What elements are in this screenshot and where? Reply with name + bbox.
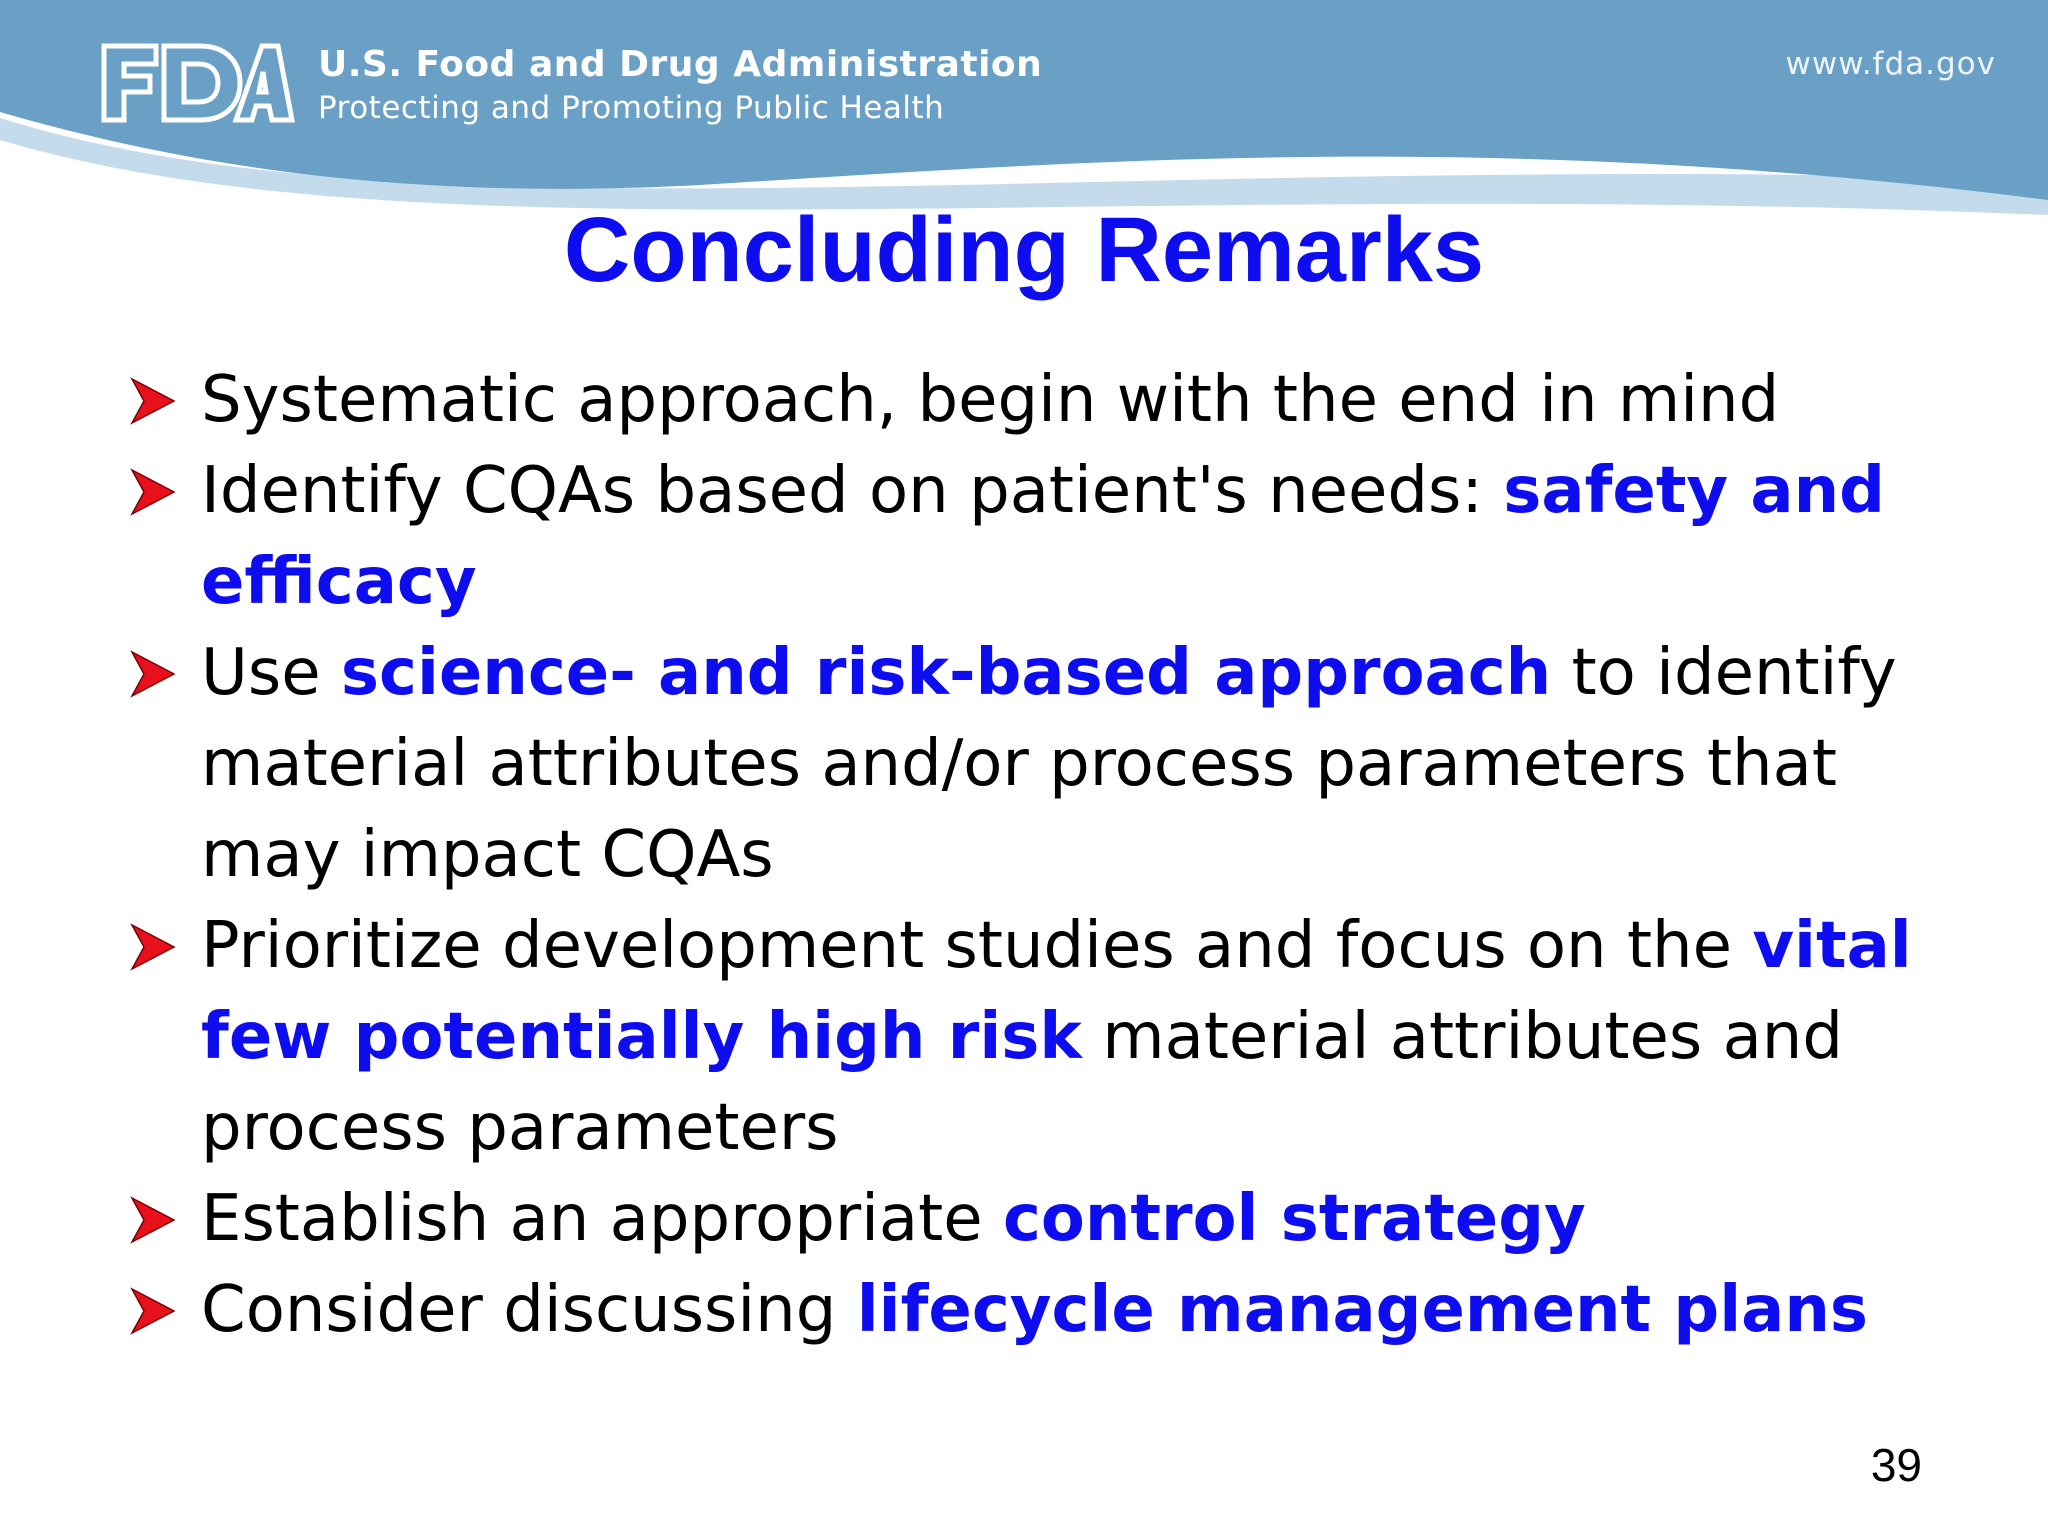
bullet-highlight: control strategy — [1002, 1182, 1586, 1256]
bullet-item — [126, 1265, 1956, 1356]
slide-title: Concluding Remarks — [563, 199, 1485, 301]
bullet-text: Identify CQAs based on patient's needs: — [201, 454, 1504, 528]
bullet-item — [126, 1174, 1956, 1265]
bullet-item — [126, 901, 1956, 1174]
bullet-text: to identify material attributes and/or process parameters that may impact CQAs — [201, 636, 1897, 892]
banner-background — [0, 0, 2048, 200]
arrow-bullet-icon — [126, 1285, 178, 1337]
bullet-text: Systematic approach, begin with the end in mind — [201, 363, 1780, 437]
site-url[interactable]: www.fda.gov — [1785, 46, 1996, 82]
arrow-bullet-icon — [126, 1194, 178, 1246]
bullet-text: material attributes and process parameters — [201, 1000, 1843, 1165]
bullet-highlight: vital few potentially high risk — [201, 909, 1912, 1074]
bullet-text: Establish an appropriate — [201, 1182, 1003, 1256]
arrow-bullet-icon — [126, 375, 178, 427]
bullet-text: Consider discussing — [201, 1273, 857, 1347]
bullet-highlight: safety and efficacy — [201, 454, 1885, 619]
bullet-text: Prioritize development studies and focus on the — [201, 909, 1753, 983]
arrow-bullet-icon — [126, 466, 178, 518]
agency-name: U.S. Food and Drug Administration — [318, 44, 1043, 85]
bullet-list — [126, 355, 1956, 1356]
fda-logo — [100, 40, 295, 125]
page-number: 39 — [1870, 1439, 1922, 1491]
bullet-highlight: lifecycle management plans — [856, 1273, 1868, 1347]
agency-tagline: Protecting and Promoting Public Health — [318, 90, 945, 126]
arrow-bullet-icon — [126, 648, 178, 700]
bullet-item — [126, 628, 1956, 901]
bullet-item — [126, 355, 1956, 446]
arrow-bullet-icon — [126, 921, 178, 973]
bullet-item — [126, 446, 1956, 628]
bullet-text: Use — [201, 636, 341, 710]
bullet-highlight: science- and risk-based approach — [340, 636, 1552, 710]
